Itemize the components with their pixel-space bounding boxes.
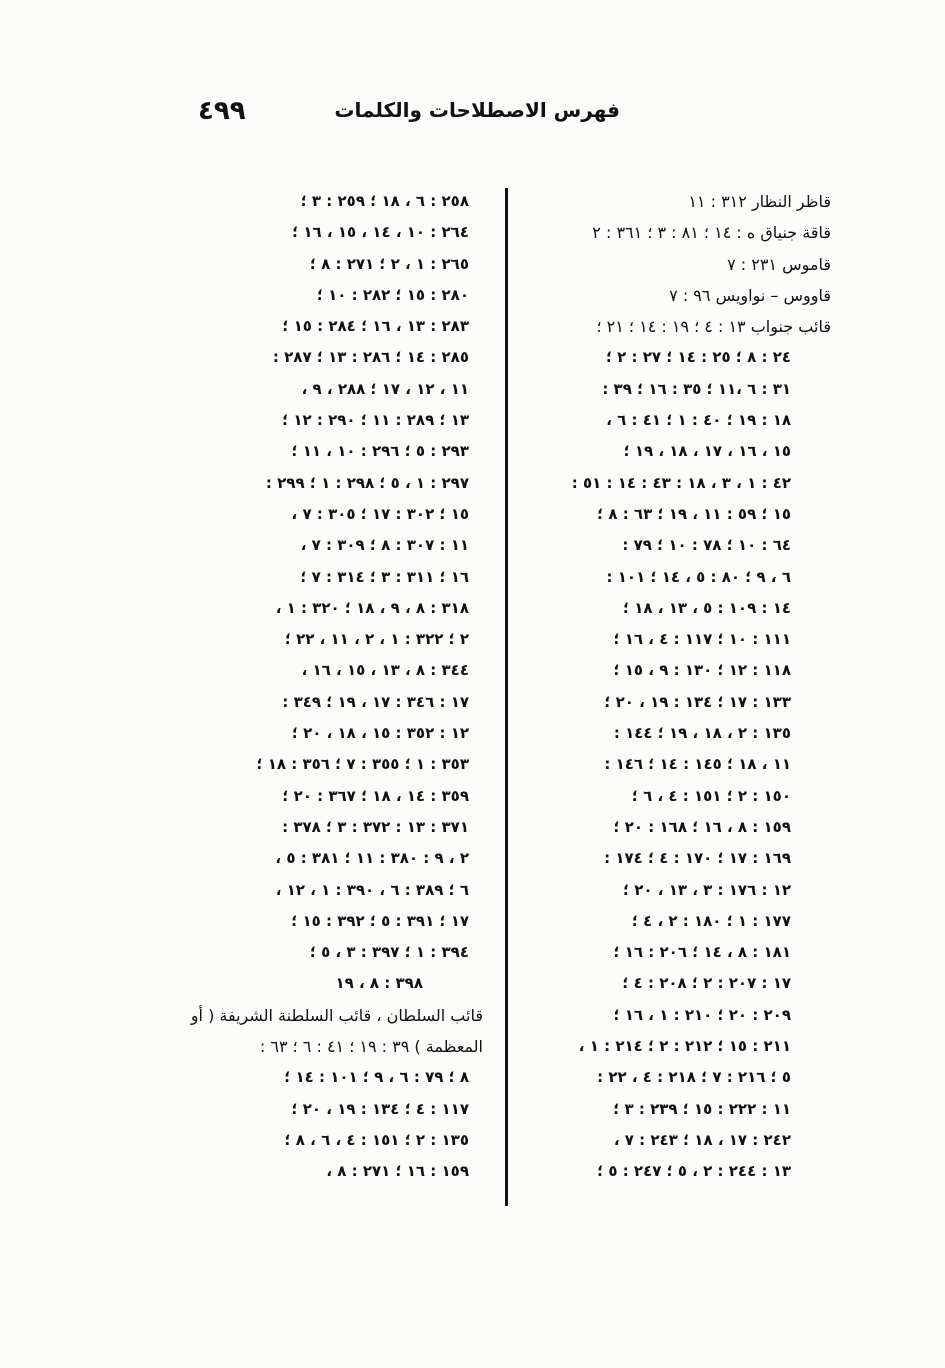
index-entry: المعظمة ) ٣٩ : ١٩ ؛ ٤١ : ٦ ؛ ٦٣ : — [259, 1037, 483, 1057]
index-line: ١٧ ؛ ٣٩١ : ٥ ؛ ٣٩٢ : ١٥ ؛ — [291, 911, 469, 930]
index-line: ٢١١ : ١٥ ؛ ٢١٢ : ٢ ؛ ٢١٤ : ١ ، — [578, 1037, 791, 1056]
index-line: ١٧ : ٢٠٧ : ٢ ؛ ٢٠٨ : ٤ ؛ — [622, 974, 791, 993]
index-line: ٢٩٧ : ١ ، ٥ ؛ ٢٩٨ : ١ ؛ ٢٩٩ : — [265, 473, 469, 492]
index-entry: قائب السلطان ، قائب السلطنة الشريفة ( أو — [190, 1005, 483, 1025]
index-line: ٣٩٨ : ٨ ، ١٩ — [335, 974, 423, 993]
page-header — [180, 96, 620, 136]
index-line: ٢٨٣ : ١٣ ، ١٦ ؛ ٢٨٤ : ١٥ ؛ — [282, 317, 469, 336]
index-line: ١٣٣ : ١٧ ؛ ١٣٤ : ١٩ ، ٢٠ ؛ — [604, 692, 791, 711]
index-line: ٦ ، ٩ ؛ ٨٠ : ٥ ، ١٤ ؛ ١٠١ : — [606, 567, 791, 586]
index-line: ٢٥٨ : ٦ ، ١٨ ؛ ٢٥٩ : ٣ ؛ — [300, 192, 469, 210]
index-line: ١١٧ : ٤ ؛ ١٣٤ : ١٩ ، ٢٠ ؛ — [291, 1099, 469, 1118]
column-divider — [505, 188, 508, 1206]
index-line: ١١ : ٣٠٧ : ٨ ؛ ٣٠٩ : ٧ ، — [300, 536, 469, 555]
index-line: ١١ ، ١٨ ؛ ١٤٥ : ١٤ ؛ ١٤٦ : — [604, 755, 791, 774]
index-line: ١١٨ : ١٢ ؛ ١٣٠ : ٩ ، ١٥ ؛ — [613, 661, 791, 680]
index-line: ٣٥٩ : ١٤ ، ١٨ ؛ ٣٦٧ : ٢٠ ؛ — [282, 786, 469, 805]
index-line: ١٥٩ : ٨ ، ١٦ ؛ ١٦٨ : ٢٠ ؛ — [613, 817, 791, 836]
index-line: ١١ ، ١٢ ، ١٧ ؛ ٢٨٨ ، ٩ ، — [301, 379, 469, 398]
index-line: ١٧ : ٣٤٦ : ١٧ ، ١٩ ؛ ٣٤٩ : — [282, 692, 469, 711]
index-line: ١٨١ : ٨ ، ١٤ ؛ ٢٠٦ : ١٦ ؛ — [613, 943, 791, 962]
index-line: ٣٩٤ : ١ ؛ ٣٩٧ : ٣ ، ٥ ؛ — [309, 943, 469, 962]
index-line: ٣٧١ : ١٣ : ٣٧٢ : ٣ ؛ ٣٧٨ : — [282, 817, 469, 836]
index-line: ١٢ : ٣٥٢ : ١٥ ، ١٨ ، ٢٠ ؛ — [291, 724, 469, 743]
index-line: ٥ ؛ ٢١٦ : ٧ ؛ ٢١٨ : ٤ ، ٢٢ : — [597, 1068, 791, 1087]
index-line: ٣٥٣ : ١ ؛ ٣٥٥ : ٧ ؛ ٣٥٦ : ١٨ ؛ — [256, 755, 469, 774]
index-line: ٢ ؛ ٣٢٢ : ١ ، ٢ ، ١١ ، ٢٢ ؛ — [284, 630, 469, 649]
index-line: ٢٩٣ : ٥ ؛ ٢٩٦ : ١٠ ، ١١ ؛ — [291, 442, 469, 461]
index-line: ١٥ ؛ ٣٠٢ : ١٧ ؛ ٣٠٥ : ٧ ، — [291, 504, 469, 523]
index-line: ١٦٩ : ١٧ ؛ ١٧٠ : ٤ ؛ ١٧٤ : — [604, 849, 791, 868]
index-line: ٣٤٤ : ٨ ، ١٣ ، ١٥ ، ١٦ ، — [301, 661, 469, 680]
index-line: ١٥٠ : ٢ ؛ ١٥١ : ٤ ، ٦ ؛ — [631, 786, 791, 805]
index-line: ١٥ ؛ ٥٩ : ١١ ، ١٩ ؛ ٦٣ : ٨ ؛ — [597, 504, 791, 523]
index-line: ١٥ ، ١٦ ، ١٧ ، ١٨ ، ١٩ ؛ — [623, 442, 791, 461]
index-line: ١٣ ؛ ٢٨٩ : ١١ ؛ ٢٩٠ : ١٢ ؛ — [282, 411, 469, 430]
index-line: ١٦ ؛ ٣١١ : ٣ ؛ ٣١٤ : ٧ ؛ — [300, 567, 469, 586]
index-line: ٣١٨ : ٨ ، ٩ ، ١٨ ؛ ٣٢٠ : ١ ، — [275, 598, 469, 617]
index-entry: قاووس – نواويس ٩٦ : ٧ — [669, 285, 831, 305]
index-line: ١١ : ٢٢٢ : ١٥ ؛ ٢٣٩ : ٣ ؛ — [613, 1099, 791, 1118]
index-entry: قاظر النظار ٣١٢ : ١١ — [688, 192, 831, 211]
index-line: ١٨ : ١٩ ؛ ٤٠ : ١ ؛ ٤١ : ٦ ، — [606, 411, 791, 430]
index-line: ٢٦٤ : ١٠ ، ١٤ ، ١٥ ، ١٦ ؛ — [292, 223, 469, 242]
index-line: ١٢ : ١٧٦ : ٣ ، ١٣ ، ٢٠ ؛ — [622, 880, 791, 899]
index-line: ٢٠٩ : ٢٠ ؛ ٢١٠ : ١ ، ١٦ ؛ — [613, 1005, 791, 1024]
index-line: ٢٨٠ : ١٥ ؛ ٢٨٢ : ١٠ ؛ — [316, 285, 469, 304]
index-line: ١٣ : ٢٤٤ : ٢ ، ٥ ؛ ٢٤٧ : ٥ ؛ — [597, 1162, 791, 1181]
page-title: فهرس الاصطلاحات والكلمات — [334, 98, 620, 122]
index-line: ١٣٥ : ٢ ؛ ١٥١ : ٤ ، ٦ ، ٨ ؛ — [284, 1130, 469, 1149]
index-column-right — [525, 186, 831, 1188]
page-number: ٤٩٩ — [198, 96, 246, 126]
index-entry: قاقة جنياق ه : ١٤ ؛ ٨١ : ٣ ؛ ٣٦١ : ٢ — [592, 223, 831, 243]
index-entry: قاموس ٢٣١ : ٧ — [727, 254, 831, 274]
index-line: ٤٢ : ١ ، ٣ ، ١٨ : ٤٣ : ١٤ : ٥١ : — [571, 473, 791, 492]
index-line: ١٤ : ١٠٩ : ٥ ، ١٣ ، ١٨ ؛ — [622, 598, 791, 617]
index-line: ٢٤٢ : ١٧ ، ١٨ ؛ ٢٤٣ : ٧ ، — [613, 1130, 791, 1149]
index-entry: قائب جنواب ١٣ : ٤ ؛ ١٩ : ١٤ ؛ ٢١ ؛ — [596, 317, 831, 337]
index-line: ٢ ، ٩ : ٣٨٠ : ١١ ؛ ٣٨١ : ٥ ، — [275, 849, 469, 868]
index-line: ٦٤ : ١٠ ؛ ٧٨ : ١٠ ؛ ٧٩ : — [622, 536, 791, 555]
index-line: ٣١ : ٦ ،١١ ؛ ٣٥ : ١٦ ؛ ٣٩ : — [602, 379, 791, 398]
index-line: ٢٨٥ : ١٤ ؛ ٢٨٦ : ١٣ ؛ ٢٨٧ : — [272, 348, 469, 367]
index-line: ٢٦٥ : ١ ، ٢ ؛ ٢٧١ : ٨ ؛ — [309, 254, 469, 273]
index-line: ٢٤ : ٨ ؛ ٢٥ : ١٤ ؛ ٢٧ : ٢ ؛ — [605, 348, 791, 367]
index-column-left — [183, 186, 483, 1188]
index-line: ١٥٩ : ١٦ ؛ ٢٧١ : ٨ ، — [326, 1162, 469, 1181]
index-line: ١١١ : ١٠ ؛ ١١٧ : ٤ ، ١٦ ؛ — [613, 630, 791, 649]
index-line: ٨ ؛ ٧٩ : ٦ ، ٩ ؛ ١٠١ : ١٤ ؛ — [284, 1068, 469, 1087]
index-line: ١٧٧ : ١ ؛ ١٨٠ : ٢ ، ٤ ؛ — [631, 911, 791, 930]
index-line: ١٣٥ : ٢ ، ١٨ ، ١٩ ؛ ١٤٤ : — [613, 724, 791, 743]
index-line: ٦ ؛ ٣٨٩ : ٦ ، ٣٩٠ : ١ ، ١٢ ، — [275, 880, 469, 899]
